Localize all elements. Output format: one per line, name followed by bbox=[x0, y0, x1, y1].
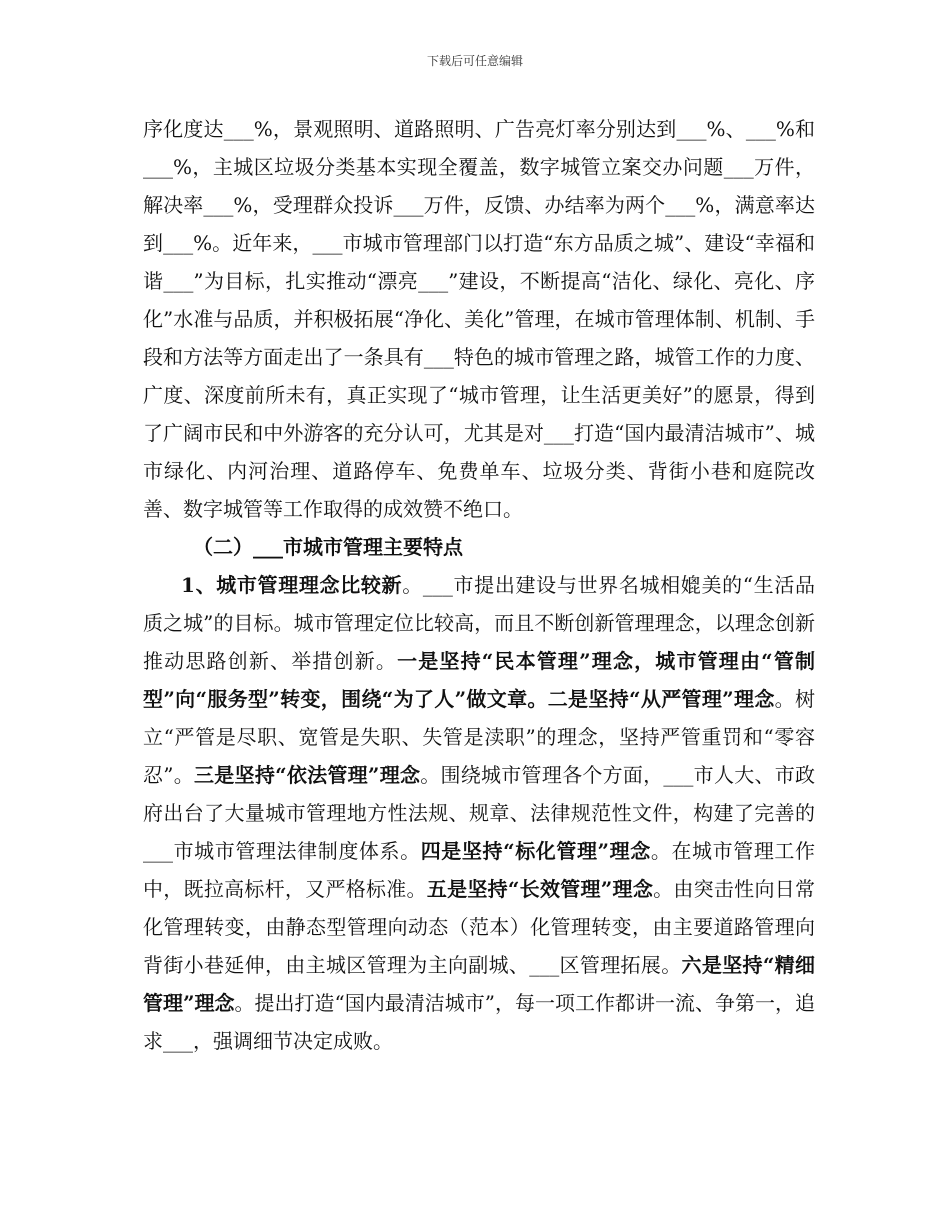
document-body bbox=[143, 110, 815, 1060]
point-title-3: 三是坚持“依法管理”理念 bbox=[194, 763, 421, 787]
paragraph-2 bbox=[143, 566, 815, 1060]
point-text-2: 。树立“严管是尽职、宽管是失职、失管是渎职”的理念，坚持严管重罚和“零容忍”。 bbox=[143, 687, 815, 787]
point-text-3: 。围绕城市管理各个方面，___市人大、市政府出台了大量城市管理地方性法规、规章、法律规范性文件，构建了完善的___市城市管理法律制度体系。 bbox=[143, 763, 816, 863]
point-title-2: 一是坚持“民本管理”理念，城市管理由“管制型”向“服务型”转变，围绕“为了人”做文章。二是坚持“从严管理”理念 bbox=[143, 649, 816, 711]
point-text-5: 。由突击性向日常化管理转变，由静态型管理向动态（范本）化管理转变，由主要道路管理向背街小巷延伸，由主城区管理为主向副城、___区管理拓展。 bbox=[143, 877, 815, 977]
point-title-5: 五是坚持“长效管理”理念 bbox=[426, 877, 654, 901]
point-title-4: 四是坚持“标化管理”理念 bbox=[420, 839, 651, 863]
point-text-1: 。___市提出建设与世界名城相媲美的“生活品质之城”的目标。城市管理定位比较高，而且不断创新管理理念，以理念创新推动思路创新、举措创新。 bbox=[143, 573, 815, 673]
point-title-1: 1、城市管理理念比较新 bbox=[181, 573, 403, 597]
page-header: 下载后可任意编辑 bbox=[426, 54, 523, 68]
section-heading: （二）___市城市管理主要特点 bbox=[193, 535, 463, 559]
paragraph-1: 序化度达___%，景观照明、道路照明、广告亮灯率分别达到___%、___%和___%，主城区垃圾分类基本实现全覆盖，数字城管立案交办问题___万件，解决率___%，受理群众投诉___万件，反馈、办结率为两个___%，满意率达到___%。近年来，___市城市管理部门以打造“东方品质之城”、建设“幸福和谐___”为目标，扎实推动“漂亮___”建设，不断提高“洁化、绿化、亮化、序化”水准与品质，并积极拓展“净化、美化”管理，在城市管理体制、机制、手段和方法等方面走出了一条具有___特色的城市管理之路，城管工作的力度、广度、深度前所未有，真正实现了“城市管理，让生活更美好”的愿景，得到了广阔市民和中外游客的充分认可，尤其是对___打造“国内最清洁城市”、城市绿化、内河治理、道路停车、免费单车、垃圾分类、背街小巷和庭院改善、数字城管等工作取得的成效赞不绝口。 bbox=[143, 117, 815, 521]
point-text-6: 。提出打造“国内最清洁城市”，每一项工作都讲一流、争第一，追求___，强调细节决定成败。 bbox=[143, 991, 815, 1053]
point-title-6: 六是坚持“精细管理”理念 bbox=[143, 953, 816, 1015]
point-text-4: 。在城市管理工作中，既拉高标杆，又严格标准。 bbox=[143, 839, 816, 901]
